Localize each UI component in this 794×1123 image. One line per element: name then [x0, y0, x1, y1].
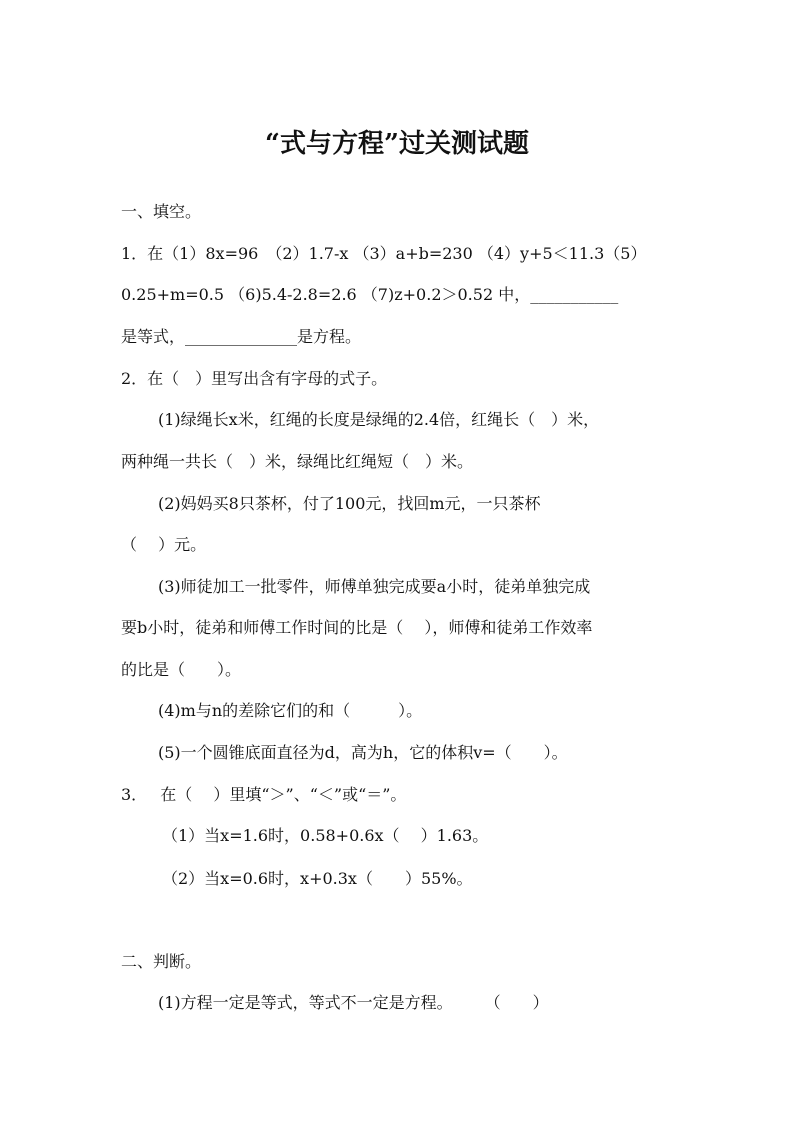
section2-heading: 二、判断。 [121, 952, 202, 971]
q2-part5: (5)一个圆锥底面直径为d，高为h，它的体积v=（ ）。 [158, 743, 568, 762]
q2-stem: 2．在（ ）里写出含有字母的式子。 [121, 369, 388, 388]
q3-part2: （2）当x=0.6时，x+0.3x（ ）55%。 [162, 869, 473, 888]
q1-line1: 1．在（1）8x=96 （2）1.7-x （3）a+b=230 （4）y+5＜11.3（5） [121, 244, 647, 263]
s2-part1: (1)方程一定是等式，等式不一定是方程。 （ ） [158, 993, 549, 1012]
section1-heading: 一、填空。 [121, 202, 202, 221]
q3-part1: （1）当x=1.6时，0.58+0.6x（ ）1.63。 [162, 826, 489, 845]
q1-line2: 0.25+m=0.5 （6)5.4-2.8=2.6 （7)z+0.2＞0.52 中，___________ [121, 285, 619, 304]
q1-line3: 是等式，______________是方程。 [121, 327, 362, 346]
q2-part3-line2: 要b小时，徒弟和师傅工作时间的比是（ ），师傅和徒弟工作效率 [121, 618, 593, 637]
q2-part4: (4)m与n的差除它们的和（ ）。 [158, 701, 423, 720]
q2-part1-line1: (1)绿绳长x米，红绳的长度是绿绳的2.4倍，红绳长（ ）米， [158, 410, 600, 429]
q2-part2-line1: (2)妈妈买8只茶杯，付了100元，找回m元，一只茶杯 [158, 494, 541, 513]
q2-part1-line2: 两种绳一共长（ ）米，绿绳比红绳短（ ）米。 [121, 452, 474, 471]
q2-part3-line1: (3)师徒加工一批零件，师傅单独完成要a小时，徒弟单独完成 [158, 577, 591, 596]
q3-stem: 3． 在（ ）里填“＞”、“＜”或“＝”。 [121, 785, 407, 804]
q2-part2-line2: （ ）元。 [121, 535, 207, 554]
page-title: “式与方程”过关测试题 [265, 129, 529, 159]
q2-part3-line3: 的比是（ ）。 [121, 660, 242, 679]
